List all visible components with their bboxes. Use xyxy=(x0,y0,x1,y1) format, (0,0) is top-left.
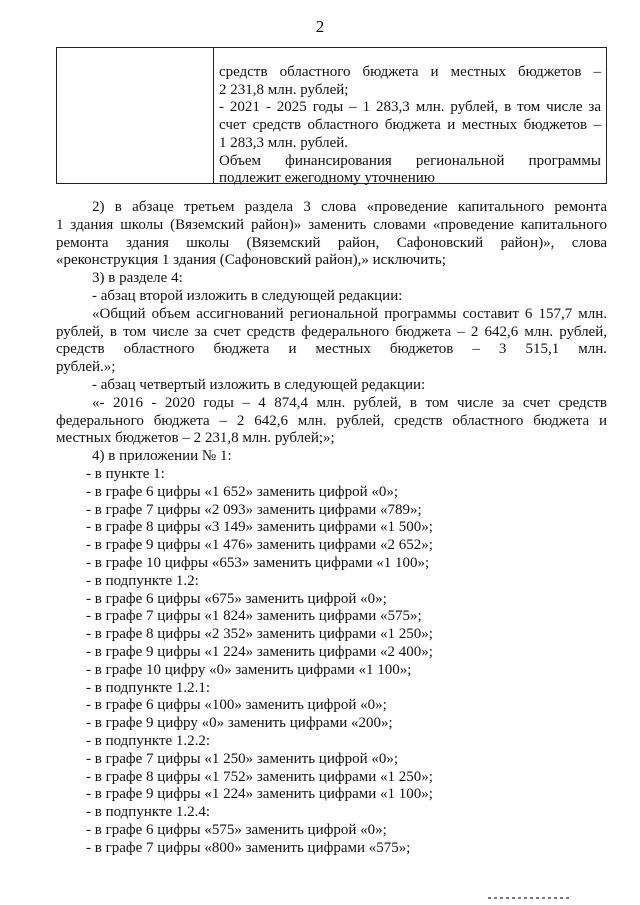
table-line: подлежит ежегодному уточнению xyxy=(219,170,435,187)
table-line: - 2021 - 2025 годы – 1 283,3 млн. рублей, в том числе за xyxy=(219,99,601,116)
document-body xyxy=(56,199,607,857)
text-line: «Общий объем ассигнований региональной программы составит 6 157,7 млн. xyxy=(92,305,607,322)
scan-artifact xyxy=(488,886,588,889)
text-line: 4) в приложении № 1: xyxy=(92,448,232,465)
table-left-cell xyxy=(57,48,214,183)
continuation-table xyxy=(56,47,607,187)
table-right-cell xyxy=(214,48,606,187)
text-line: 1 здания школы (Вяземский район)» заменить словами «проведение капитального xyxy=(56,216,607,233)
text-line: рублей, в том числе за счет средств федерального бюджета – 2 642,6 млн. рублей, xyxy=(56,323,607,340)
page-number: 2 xyxy=(315,17,325,36)
table-line: Объем финансирования региональной программы xyxy=(219,152,601,169)
text-line: средств областного бюджета и местных бюджетов – 3 515,1 млн. xyxy=(56,341,607,358)
text-line: 3) в разделе 4: xyxy=(92,270,183,287)
text-line: - в графе 8 цифры «3 149» заменить цифрами «1 500»; xyxy=(86,519,433,536)
text-line: 2) в абзаце третьем раздела 3 слова «проведение капитального ремонта xyxy=(92,199,607,215)
text-line: местных бюджетов – 2 231,8 млн. рублей;»; xyxy=(56,430,335,447)
text-line: - в графе 9 цифры «1 476» заменить цифрами «2 652»; xyxy=(86,537,433,554)
text-line: - в графе 9 цифры «1 224» заменить цифрами «2 400»; xyxy=(86,643,433,660)
text-line: ремонта здания школы (Вяземский район, Сафоновский район)», слова xyxy=(56,234,607,251)
text-line: - в графе 9 цифры «1 224» заменить цифрами «1 100»; xyxy=(86,786,433,803)
table-line: средств областного бюджета и местных бюджетов – xyxy=(219,64,601,80)
text-line: - в подпункте 1.2.4: xyxy=(86,804,211,821)
text-line: - в графе 9 цифру «0» заменить цифрами «200»; xyxy=(86,715,393,732)
text-line: - в графе 6 цифры «575» заменить цифрой «0»; xyxy=(86,821,387,838)
text-line: - в графе 7 цифры «1 250» заменить цифрой «0»; xyxy=(86,750,399,767)
text-line: - в подпункте 1.2.2: xyxy=(86,732,211,749)
text-line: - в графе 10 цифру «0» заменить цифрами «1 100»; xyxy=(86,661,412,678)
text-line: «реконструкция 1 здания (Сафоновский район),» исключить; xyxy=(56,252,446,269)
text-line: рублей.»; xyxy=(56,359,116,376)
text-line: - в подпункте 1.2: xyxy=(86,572,199,589)
text-line: - в подпункте 1.2.1: xyxy=(86,679,211,696)
text-line: - в графе 7 цифры «2 093» заменить цифрами «789»; xyxy=(86,501,422,518)
text-line: - в графе 7 цифры «800» заменить цифрами «575»; xyxy=(86,839,411,856)
text-line: - в графе 6 цифры «100» заменить цифрой «0»; xyxy=(86,697,387,714)
table-line: 2 231,8 млн. рублей; xyxy=(219,81,349,98)
text-line: федерального бюджета – 2 642,6 млн. рублей, средств областного бюджета и xyxy=(56,412,607,429)
text-line: - в пункте 1: xyxy=(86,465,165,482)
text-line: - в графе 8 цифры «1 752» заменить цифрами «1 250»; xyxy=(86,768,433,785)
text-line: - абзац второй изложить в следующей редакции: xyxy=(92,287,403,304)
text-line: - абзац четвертый изложить в следующей редакции: xyxy=(92,376,426,393)
text-line: - в графе 10 цифры «653» заменить цифрами «1 100»; xyxy=(86,554,430,571)
text-line: - в графе 7 цифры «1 824» заменить цифрами «575»; xyxy=(86,608,422,625)
table-line: 1 283,3 млн. рублей. xyxy=(219,134,349,151)
text-line: - в графе 8 цифры «2 352» заменить цифрами «1 250»; xyxy=(86,626,433,643)
text-line: - в графе 6 цифры «675» заменить цифрой «0»; xyxy=(86,590,387,607)
text-line: - в графе 6 цифры «1 652» заменить цифрой «0»; xyxy=(86,483,399,500)
table-line: счет средств областного бюджета и местных бюджетов – xyxy=(219,117,601,134)
text-line: «- 2016 - 2020 годы – 4 874,4 млн. рублей, в том числе за счет средств xyxy=(92,394,607,411)
